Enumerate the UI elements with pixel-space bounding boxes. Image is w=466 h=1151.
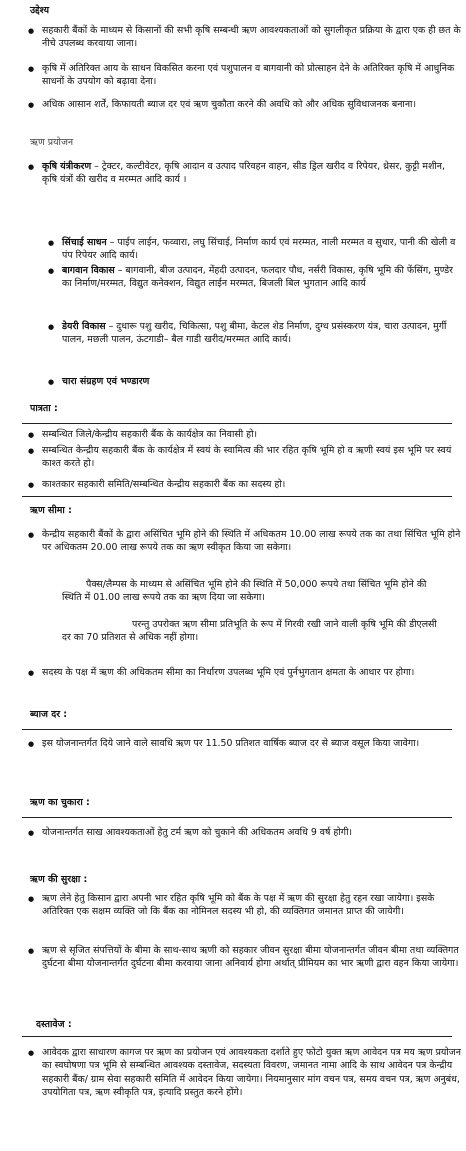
purpose-item-dairy <box>48 320 462 347</box>
purpose-title: कृषि यंत्रीकरण <box>42 161 92 172</box>
objective-heading: उद्देश्य <box>30 5 50 16</box>
objective-item: ● कृषि में अतिरिक्त आय के साधन विकसित करना एवं पशुपालन व बागवानी को प्रोत्साहन देने के अतिरिक्त कृषि में आधुनिक साधनों के उपयोग को बढ़ावा देना। <box>28 62 462 89</box>
objective-item: ● सहकारी बैंकों के माध्यम से किसानों की सभी कृषि सम्बन्धी ऋण आवश्यकताओं को सुगलीकृत प्रक्रिया के द्वारा एक ही छत के नीचे उपलब्ध करवाया जाना। <box>28 24 462 51</box>
purpose-text: – पाईप लाईन, फव्वारा, लघु सिंचाई, निर्माण कार्य एवं मरम्मत, नाली मरम्मत व सुधार, पानी की खेली व पंप रिपेयर आदि कार्य। <box>62 237 456 262</box>
purpose-title: डेयरी विकास <box>62 321 106 332</box>
purpose-item-irrigation <box>48 236 462 263</box>
section-divider <box>22 496 452 497</box>
eligibility-heading: पात्रता : <box>30 403 58 414</box>
purpose-title: बागवान विकास <box>62 265 115 276</box>
section-divider <box>22 423 452 424</box>
loan-purpose-heading: ऋण प्रयोजन <box>30 137 74 148</box>
loan-limit-heading: ऋण सीमा : <box>30 505 72 516</box>
purpose-text: – दुधारू पशु खरीद, चिकित्सा, पशु बीमा, केटल शेड निर्माण, दुग्ध प्रसंस्करण यंत्र, चारा उत्पादन, मुर्गी पालन, मछली पालन, ऊंटगाडी– बैल गाडी खरीद/मरम्मत आदि कार्य। <box>62 321 447 346</box>
security-item: ● ऋण लेने हेतु किसान द्वारा अपनी भार रहित कृषि भूमि को बैंक के पक्ष में ऋण की सुरक्षा हेतु रहन रखा जायेगा। इसके अतिरिक्त एक सक्षम व्यक्ति जो कि बैंक का नोमिनल सदस्य भी हो, की व्यक्तिगत जमानत प्राप्त की जायेगी। <box>28 892 462 919</box>
purpose-item-horticulture <box>48 264 462 291</box>
loan-limit-security-paragraph: परन्तु उपरोक्त ऋण सीमा प्रतिभूति के रूप में गिरवी रखी जाने वाली कृषि भूमि की डीएलसी दर का 70 प्रतिशत से अधिक नहीं होगा। <box>62 619 437 644</box>
section-divider <box>22 817 452 818</box>
loan-limit-item: ● सदस्य के पक्ष में ऋण की अधिकतम सीमा का निर्धारण उपलब्ध भूमि एवं पुर्नभुगतान क्षमता के आधार पर होगा। <box>28 666 462 679</box>
eligibility-item: ● सम्बन्धित केन्द्रीय सहकारी बैंक के कार्यक्षेत्र में स्वयं के स्वामित्व की भार रहित कृषि भूमि हो व ऋणी स्वयं इस भूमि पर स्वयं काश्त करते हो। <box>28 444 462 471</box>
eligibility-item: ● काश्तकार सहकारी समिति/सम्बन्धित केन्द्रीय सहकारी बैंक का सदस्य हो। <box>28 478 462 491</box>
purpose-title: चारा संग्रहण एवं भण्डारण <box>62 376 150 387</box>
purpose-item-mechanization <box>28 160 462 187</box>
purpose-text: – बागवानी, बीज उत्पादन, मेंहदी उत्पादन, फलदार पौध, नर्सरी विकास, कृषि भूमि की फेंसिंग, मुण्डेर का निर्माण/मरम्मत, विद्युत कनेक्शन, विद्युत लाईन मरम्मत, बिजली बिल भुगतान आदि कार्य <box>62 265 453 290</box>
purpose-title: सिंचाई साधन <box>62 237 107 248</box>
security-heading: ऋण की सुरक्षा : <box>30 874 88 885</box>
objective-item: ● अधिक आसान शर्तें, किफायती ब्याज दर एवं ऋण चुकौता करने की अवधि को और अधिक सुविधाजनक बनाना। <box>28 98 462 111</box>
eligibility-item: ● सम्बन्धित जिले/केन्द्रीय सहकारी बैंक के कार्यक्षेत्र का निवासी हो। <box>28 428 462 441</box>
interest-heading: ब्याज दर : <box>30 709 68 720</box>
documents-heading: दस्तावेज : <box>36 1019 72 1030</box>
purpose-item-fodder <box>48 375 462 388</box>
section-divider <box>22 1036 452 1037</box>
security-item: ● ऋण से सृजित संपत्तियों के बीमा के साथ-साथ ऋणी को सहकार जीवन सुरक्षा बीमा योजनान्तर्गत जीवन बीमा तथा व्यक्तिगत दुर्घटना बीमा योजनान्तर्गत दुर्घटना बीमा करवाया जाना अनिवार्य होगा अर्थात् प्रीमियम का भार ऋणी द्वारा वहन किया जायेगा। <box>28 944 462 971</box>
section-divider <box>22 729 452 730</box>
interest-item: ● इस योजनान्तर्गत दिये जाने वाले सावधि ऋण पर 11.50 प्रतिशत वार्षिक ब्याज दर से ब्याज वसूल किया जावेगा। <box>28 737 462 750</box>
loan-limit-pacs-paragraph: पैक्स/लैम्पस के माध्यम से असिंचित भूमि होने की स्थिति में 50,000 रूपये तथा सिंचित भूमि होने की स्थिति में 01.00 लाख रूपये तक का ऋण दिया जा सकेगा। <box>62 579 427 604</box>
loan-limit-item: ● केन्द्रीय सहकारी बैंकों के द्वारा असिंचित भूमि होने की स्थिति में अधिकतम 10.00 लाख रूपये तक का तथा सिंचित भूमि होने पर अधिकतम 20.00 लाख रूपये तक का ऋण स्वीकृत किया जा सकेगा। <box>28 528 462 555</box>
repayment-heading: ऋण का चुकारा : <box>30 797 90 808</box>
purpose-text: – ट्रेक्टर, कल्टीवेटर, कृषि आदान व उत्पाद परिवहन वाहन, सीड ड्रिल खरीद व रिपेयर, थ्रेसर, कुट्टी मशीन, कृषि यंत्रों की खरीद व मरम्मत आदि कार्य । <box>42 161 445 186</box>
documents-item: ● आवेदक द्वारा साधारण कागज पर ऋण का प्रयोजन एवं आवश्यकता दर्शाते हुए फोटो युक्त ऋण आवेदन पत्र मय ऋण प्रयोजन का स्वघोषणा पत्र भूमि से सम्बन्धित आवश्यक दस्तावेज, सदस्यता विवरण, जमानत नामा आदि के साथ आवेदन पत्र केन्द्रीय सहकारी बैंक/ ग्राम सेवा सहकारी समिति में आवेदन किया जायेगा। नियमानुसार मांग वचन पत्र, समय वचन पत्र, ऋण अनुबंध, उपयोगिता पत्र, ऋण स्वीकृति पत्र, इत्यादि प्रस्तुत करने होंगे। <box>28 1046 462 1099</box>
repayment-item: ● योजनान्तर्गत साख आवश्यकताओं हेतु टर्म ऋण को चुकाने की अधिकतम अवधि 9 वर्ष होगी। <box>28 826 462 839</box>
